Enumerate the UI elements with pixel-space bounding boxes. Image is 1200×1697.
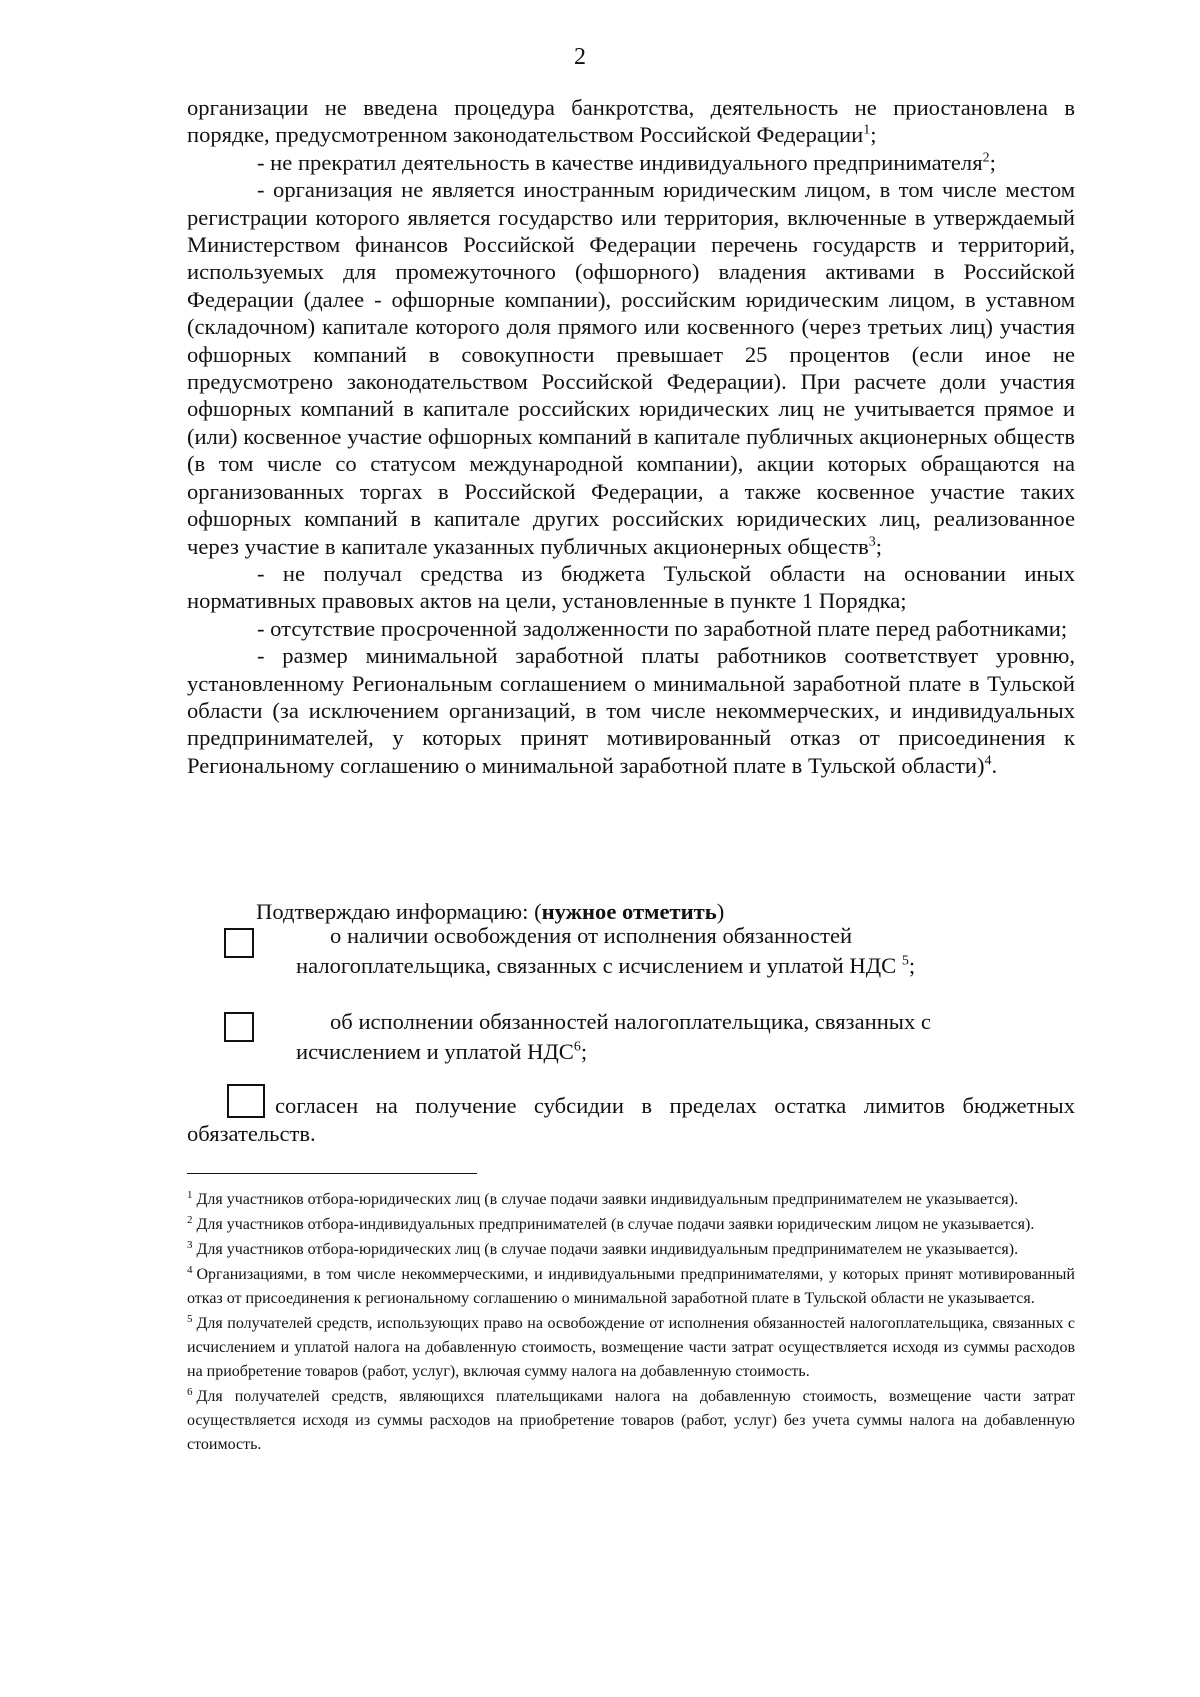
paragraph-entrepreneur: - не прекратил деятельность в качестве индивидуального предпринимателя$^2$; <box>257 149 996 175</box>
option-vat-obligations-line2: исчислением и уплатой НДС$^6$; <box>296 1039 588 1064</box>
footnote-ref: 2 <box>982 150 990 166</box>
footnotes <box>187 1188 1075 1458</box>
footnote-ref: 4 <box>984 753 992 769</box>
option-budget-limits: согласен на получение субсидии в пределах остатка лимитов бюджетных обязательств. <box>187 1093 1075 1146</box>
footnote-3: $^3$ Для участников отбора-юридических лиц (в случае подачи заявки индивидуальным предпринимателем не указывается). <box>187 1238 1019 1258</box>
page-number: 2 <box>574 44 586 70</box>
paragraph-wage-arrears: - отсутствие просроченной задолженности по заработной плате перед работниками; <box>257 615 1068 641</box>
footnote-ref: 3 <box>868 533 876 549</box>
paragraph-minimum-wage: - размер минимальной заработной платы работников соответствует уровню, установленному Региональным соглашением о минимальной заработной плате в Тульской области (за исключением организаций, в том числе некоммерческих, и индивидуальных предпринимателей, у которых принят мотивированный отказ от присоединения к Региональному соглашению о минимальной заработной плате в Тульской области)$^4$. <box>187 643 1075 778</box>
footnote-1: $^1$ Для участников отбора-юридических лиц (в случае подачи заявки индивидуальным предпринимателем не указывается). <box>187 1188 1019 1208</box>
option-vat-obligations-line1: об исполнении обязанностей налогоплательщика, связанных с <box>330 1009 931 1034</box>
footnote-divider <box>187 1173 477 1174</box>
checkbox-vat-exemption[interactable] <box>224 928 254 958</box>
option-vat-exemption-line1: о наличии освобождения от исполнения обязанностей <box>330 923 853 948</box>
paragraph-bankruptcy: организации не введена процедура банкротства, деятельность не приостановлена в порядке, предусмотренном законодательством Российской Федерации$^1$; <box>187 95 1075 148</box>
option-vat-exemption-line2: налогоплательщика, связанных с исчислением и уплатой НДС $^5$; <box>296 953 916 978</box>
checkbox-vat-obligations[interactable] <box>224 1012 254 1042</box>
paragraph-budget-funds: - не получал средства из бюджета Тульской области на основании иных нормативных правовых актов на цели, установленные в пункте 1 Порядка; <box>187 560 1075 614</box>
footnote-5: $^5$ Для получателей средств, использующих право на освобождение от исполнения обязанностей налогоплательщика, связанных с исчислением и уплатой налога на добавленную стоимость, возмещение части затрат осуществляется исходя из суммы расходов на приобретение товаров (работ, услуг), включая сумму налога на добавленную стоимость. <box>187 1312 1075 1380</box>
paragraph-offshore: - организация не является иностранным юридическим лицом, в том числе местом регистрации которого является государство или территория, включенные в утверждаемый Министерством финансов Российской Федерации перечень государств и территорий, используемых для промежуточного (офшорного) владения активами в Российской Федерации (далее - офшорные компании), российским юридическим лицом, в уставном (складочном) капитале которого доля прямого или косвенного (через третьих лиц) участия офшорных компаний в совокупности превышает 25 процентов (если иное не предусмотрено законодательством Российской Федерации). При расчете доли участия офшорных компаний в капитале российских юридических лиц не учитывается прямое и (или) косвенное участие офшорных компаний в капитале публичных акционерных обществ (в том числе со статусом международной компании), акции которых обращаются на организованных торгах в Российской Федерации, а также косвенное участие таких офшорных компаний в капитале других российских юридических лиц, реализованное через участие в капитале указанных публичных акционерных обществ$^3$; <box>187 177 1075 559</box>
footnote-4: $^4$ Организациями, в том числе некоммерческими, и индивидуальными предпринимателями, у которых принят мотивированный отказ от присоединения к региональному соглашению о минимальной заработной плате в Тульской области не указывается. <box>187 1263 1075 1307</box>
body-text <box>187 94 1075 779</box>
footnote-ref: 5 <box>901 953 909 969</box>
footnote-ref: 6 <box>573 1039 581 1055</box>
confirm-heading: Подтверждаю информацию: (нужное отметить) <box>256 899 725 924</box>
footnote-ref: 1 <box>863 122 871 138</box>
footnote-6: $^6$ Для получателей средств, являющихся плательщиками налога на добавленную стоимость, возмещение части затрат осуществляется исходя из суммы расходов на приобретение товаров (работ, услуг) без учета суммы налога на добавленную стоимость. <box>187 1385 1075 1453</box>
footnote-2: $^2$ Для участников отбора-индивидуальных предпринимателей (в случае подачи заявки юридическим лицом не указывается). <box>187 1213 1035 1233</box>
